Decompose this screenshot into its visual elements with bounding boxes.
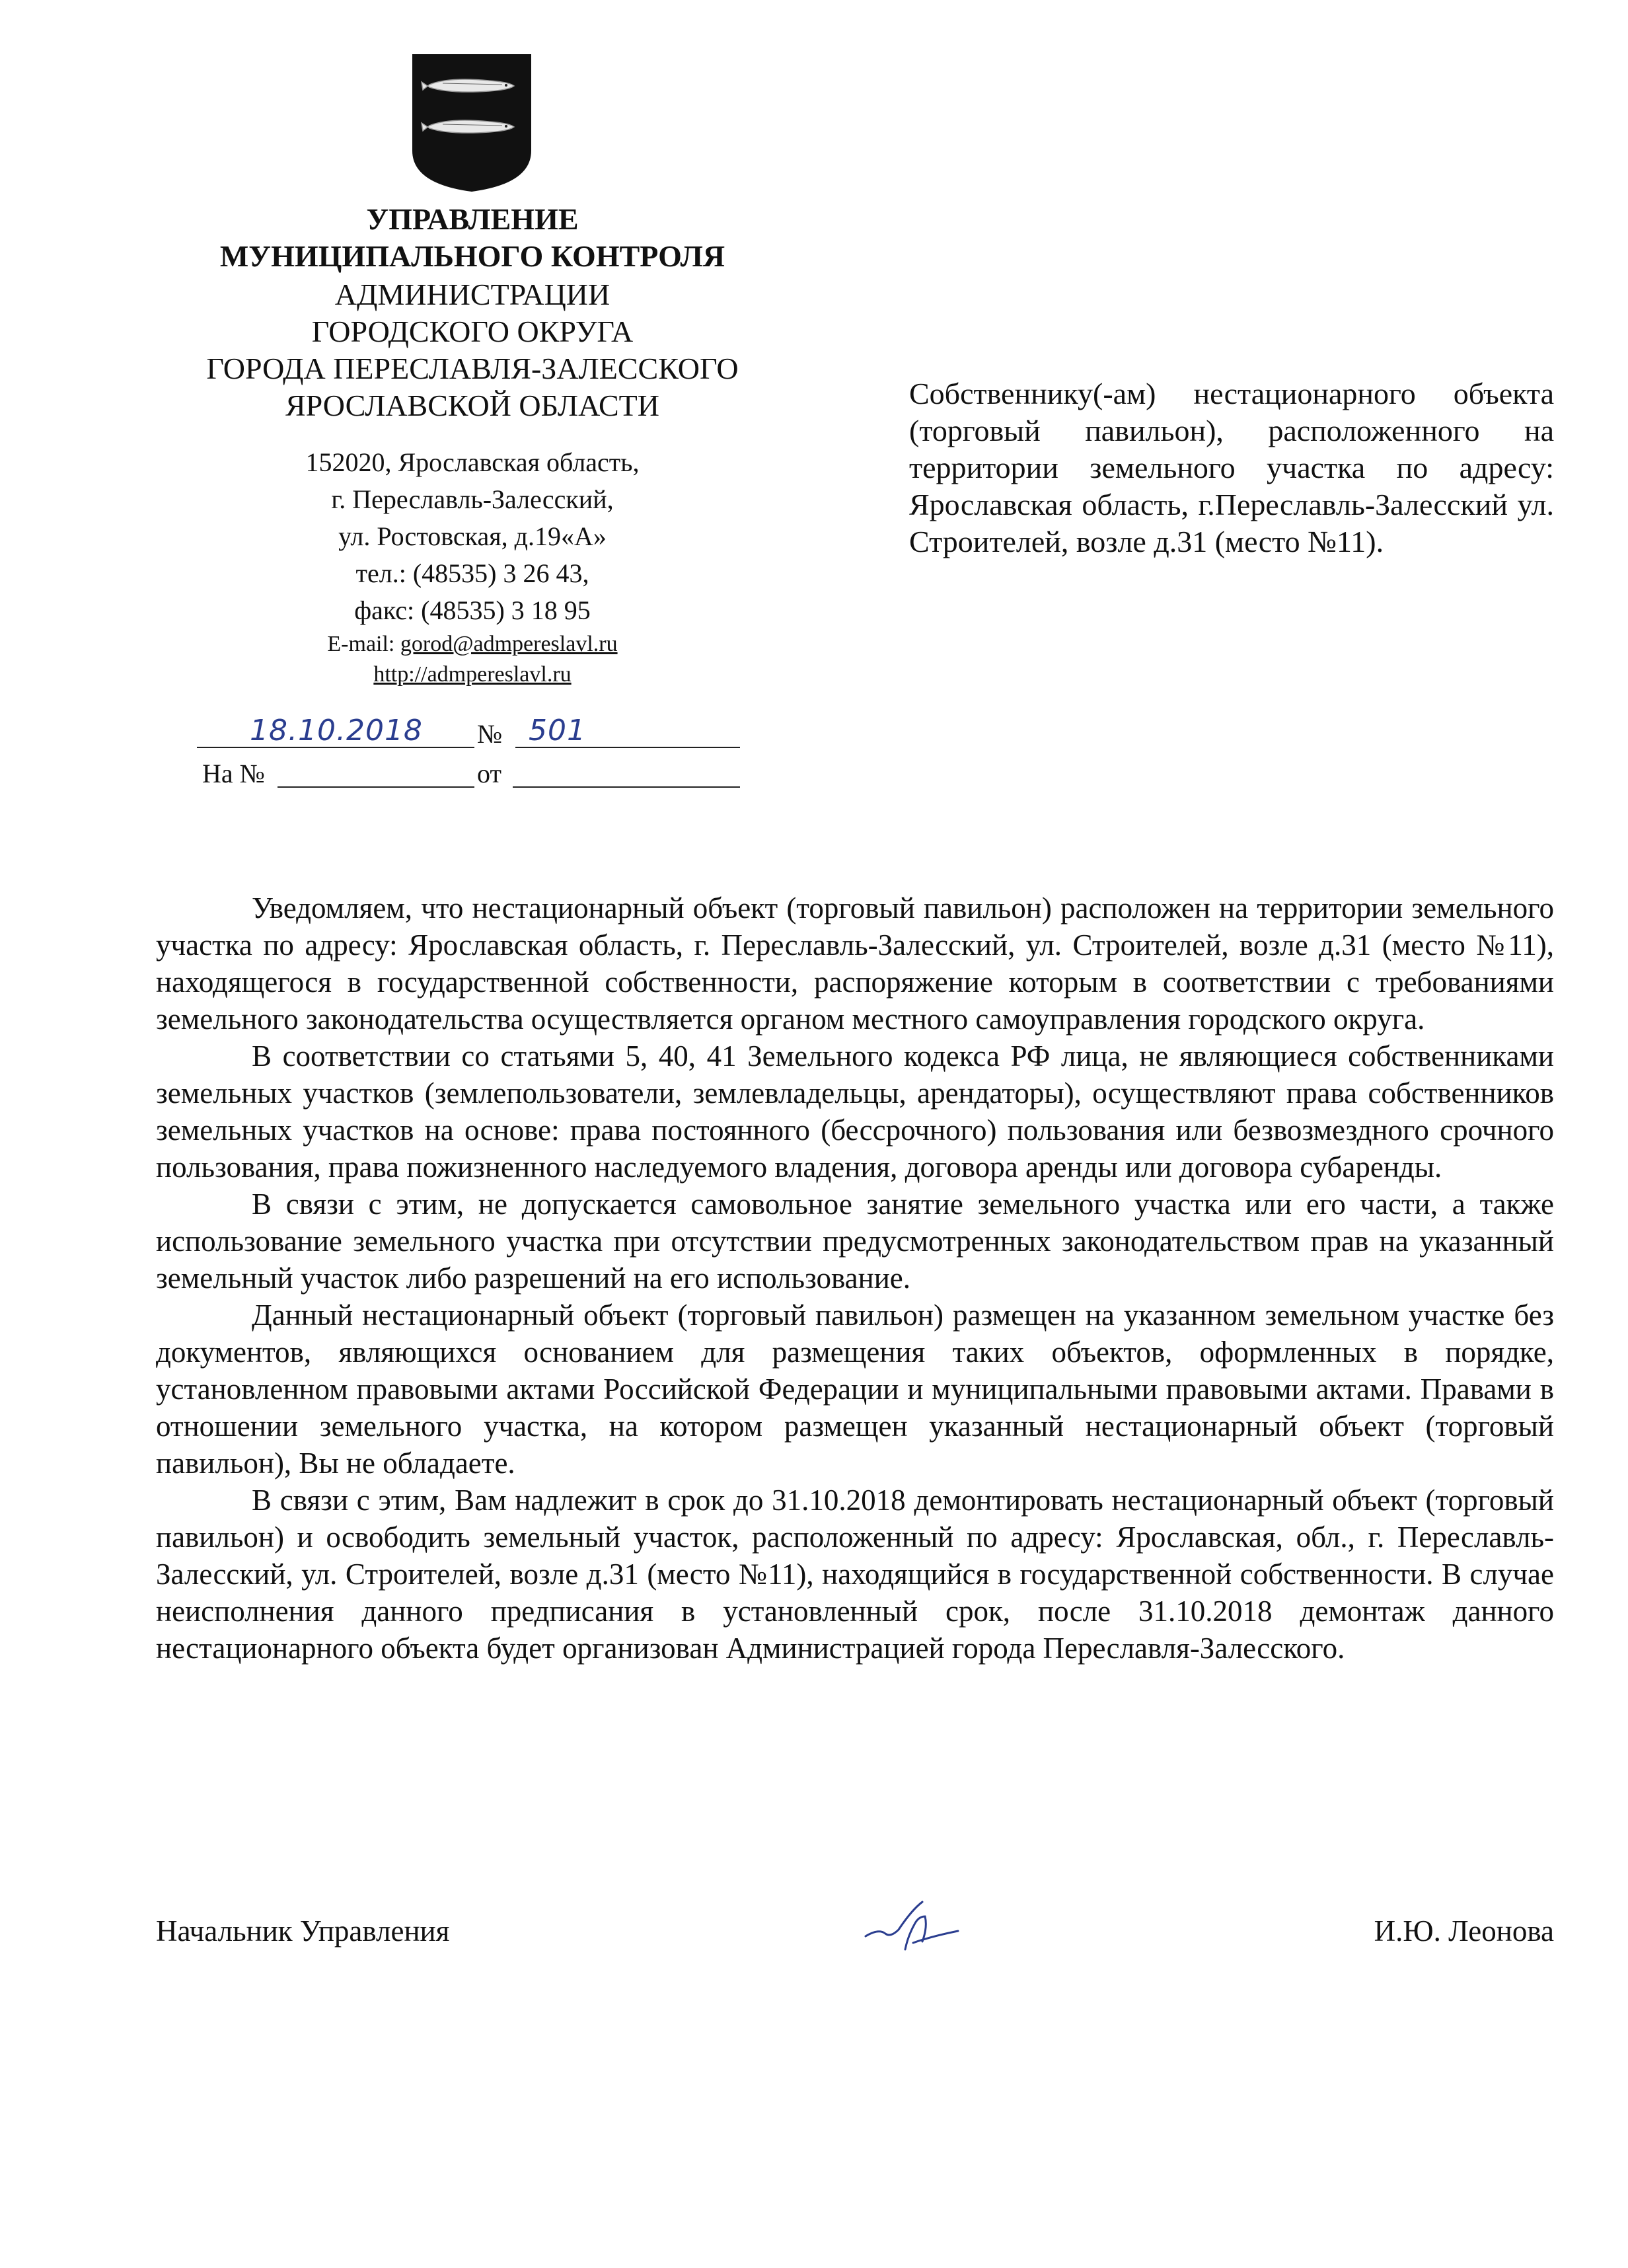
org-line: ЯРОСЛАВСКОЙ ОБЛАСТИ — [285, 389, 659, 422]
from-label: от — [477, 759, 501, 788]
organization-name-bold — [152, 201, 793, 275]
org-line: УПРАВЛЕНИЕ — [366, 202, 579, 236]
body-paragraph: В связи с этим, не допускается самовольное занятие земельного участка или его части, а также использование земельного участка при отсутствии предусмотренных законодательством прав на указанный земельный участок либо разрешений на его использование. — [156, 1188, 1554, 1295]
signatory-position: Начальник Управления — [156, 1914, 450, 1947]
body-paragraph: Данный нестационарный объект (торговый павильон) размещен на указанном земельном участке без документов, являющихся основанием для размещения таких объектов, оформленных в порядке, установленном правовыми актами Российской Федерации и муниципальными правовыми актами. Правами в отношении земельного участка, на котором размещен указанный нестационарный объект (торговый павильон), Вы не обладаете. — [156, 1299, 1554, 1480]
org-line: ГОРОДА ПЕРЕСЛАВЛЯ-ЗАЛЕССКОГО — [206, 352, 739, 385]
email-line — [152, 629, 793, 660]
address-line: ул. Ростовская, д.19«А» — [338, 521, 607, 551]
phone-line: тел.: (48535) 3 26 43, — [355, 558, 589, 588]
number-label: № — [477, 719, 503, 749]
org-line: ГОРОДСКОГО ОКРУГА — [311, 315, 634, 348]
from-underline — [513, 786, 740, 788]
body-paragraph: В соответствии со статьями 5, 40, 41 Земельного кодекса РФ лица, не являющиеся собственниками земельных участков (землепользователи, землевладельцы, арендаторы), осуществляют права собственников земельных участков на основе: права постоянного (бессрочного) пользования или безвозмездного срочного пользования, права пожизненного наследуемого владения, договора аренды или договора субаренды. — [156, 1040, 1554, 1184]
handwritten-signature — [859, 1890, 991, 1963]
registration-number: 501 — [529, 714, 586, 747]
coat-of-arms-emblem — [410, 52, 534, 194]
org-line: АДМИНИСТРАЦИИ — [334, 278, 610, 311]
letter-body — [156, 889, 1554, 1667]
fax-line: факс: (48535) 3 18 95 — [354, 595, 591, 625]
email-link[interactable]: gorod@admpereslavl.ru — [400, 632, 618, 656]
registration-date: 18.10.2018 — [250, 714, 423, 747]
address-line: 152020, Ярославская область, — [305, 447, 640, 477]
organization-name — [152, 276, 793, 424]
contact-block — [152, 444, 793, 690]
reference-label: На № — [202, 759, 265, 788]
reference-underline — [278, 786, 474, 788]
address-line: г. Переславль-Залесский, — [331, 484, 614, 514]
email-label: E-mail: — [327, 632, 400, 656]
website-link[interactable]: http://admpereslavl.ru — [373, 662, 572, 687]
org-line: МУНИЦИПАЛЬНОГО КОНТРОЛЯ — [219, 239, 725, 273]
body-paragraph: В связи с этим, Вам надлежит в срок до 31.10.2018 демонтировать нестационарный объект (торговый павильон) и освободить земельный участок, расположенный по адресу: Ярославская, обл., г. Переславль-Залесский, ул. Строителей, возле д.31 (место №11), находящийся в государственной собственности. В случае неисполнения данного предписания в установленный срок, после 31.10.2018 демонтаж данного нестационарного объекта будет организован Администрацией города Переславля-Залесского. — [156, 1484, 1554, 1665]
recipient-block: Собственнику(-ам) нестационарного объекта (торговый павильон), расположенного на территории земельного участка по адресу: Ярославская область, г.Переславль-Залесский ул. Строителей, возле д.31 (место №11). — [909, 377, 1554, 558]
body-paragraph: Уведомляем, что нестационарный объект (торговый павильон) расположен на территории земельного участка по адресу: Ярославская область, г. Переславль-Залесский, ул. Строителей, возле д.31 (место №11), находящегося в государственной собственности, распоряжение которым в соответствии с требованиями земельного законодательства осуществляется органом местного самоуправления городского округа. — [156, 891, 1554, 1036]
signatory-name: И.Ю. Леонова — [1374, 1914, 1554, 1947]
